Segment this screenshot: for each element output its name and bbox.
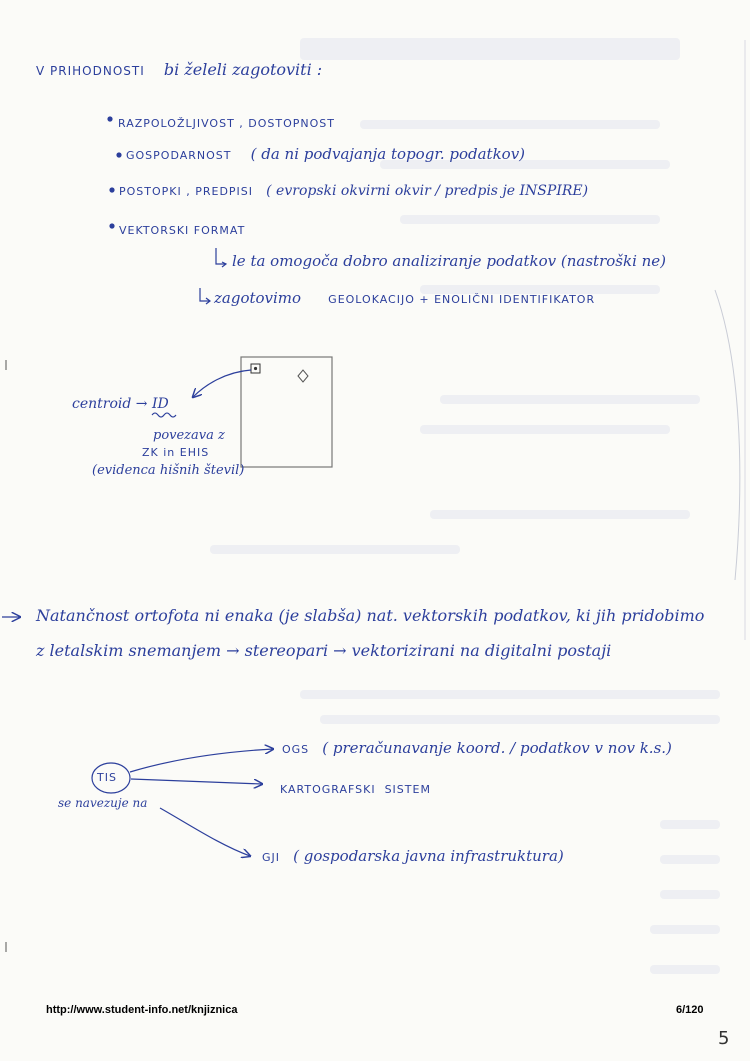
arrow-to-ogs [130, 749, 273, 772]
target-text: ( gospodarska javna infrastruktura) [293, 847, 564, 865]
link-label: povezava z [153, 428, 225, 443]
page-number: 5 [718, 1028, 730, 1049]
tis-target-ks [280, 778, 431, 797]
target-text: ( preračunavanje koord. / podatkov v nov k.s.) [322, 739, 672, 757]
intro-caps: V PRIHODNOSTI [36, 64, 145, 78]
bullet-dot [116, 152, 121, 157]
bullet-dot [107, 116, 112, 121]
sub-line-2-caps: GEOLOKACIJO + ENOLIČNI IDENTIFIKATOR [328, 293, 596, 306]
centroid-arrow [193, 370, 251, 397]
bullet-text: ( da ni podvajanja topogr. podatkov) [250, 145, 526, 163]
bullet-text: ( evropski okvirni okvir / predpis je INSPIRE) [266, 183, 589, 199]
footer-url: http://www.student-info.net/knjiznica [46, 1004, 238, 1016]
centroid-label: centroid → ID [72, 396, 169, 412]
bullet-item [119, 219, 245, 238]
centroid-point [254, 367, 257, 370]
bullet-dot [109, 187, 114, 192]
bullet-caps: POSTOPKI , PREDPISI [119, 185, 254, 198]
bullet-dot [109, 223, 114, 228]
bullet-caps: VEKTORSKI FORMAT [119, 224, 246, 237]
tis-node-label: TIS [97, 771, 117, 784]
bullet-caps: RAZPOLOŽLJIVOST , DOSTOPNOST [118, 117, 335, 130]
sub-line-2 [214, 288, 595, 307]
target-caps: GJI [262, 851, 281, 864]
bullet-item [126, 144, 525, 163]
footer-page-count: 6/120 [676, 1004, 704, 1016]
intro-text: bi želeli zagotoviti : [163, 60, 323, 79]
tis-target-gji [262, 846, 564, 865]
bullet-caps: GOSPODARNOST [126, 149, 232, 162]
hook-arrow-2 [200, 288, 210, 301]
tis-target-ogs [282, 738, 672, 757]
target-caps: KARTOGRAFSKI SISTEM [280, 783, 431, 796]
bullet-item [118, 112, 335, 131]
intro-line [36, 60, 322, 79]
sub-line-2-text: zagotovimo [214, 289, 302, 307]
arrow-to-ks [131, 779, 262, 784]
paragraph-line-1: Natančnost ortofota ni enaka (je slabša) nat. vektorskih podatkov, ki jih pridobimo [36, 606, 705, 625]
tis-caption: se navezuje na [58, 796, 148, 810]
target-caps: OGS [282, 743, 310, 756]
hook-arrow-1 [216, 248, 226, 264]
sub-line-1: le ta omogoča dobro analiziranje podatkov (nastroški ne) [232, 252, 667, 270]
bullet-item [119, 180, 588, 199]
arrow-to-gji [160, 808, 250, 856]
paragraph-line-2: z letalskim snemanjem → stereopari → vektorizirani na digitalni postaji [36, 641, 612, 660]
evidence-label: (evidenca hišnih števil) [92, 463, 245, 478]
zk-label: ZK in EHIS [142, 446, 210, 459]
